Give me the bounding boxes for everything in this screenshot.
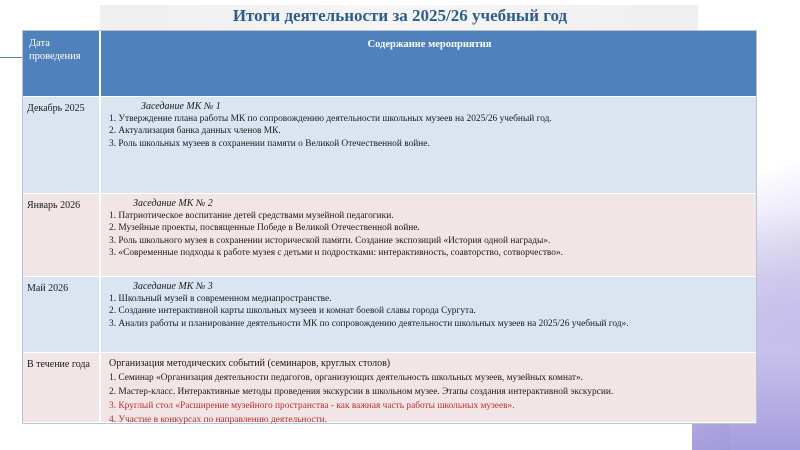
table-row xyxy=(23,277,756,353)
row-content xyxy=(103,277,756,352)
agenda-item-highlighted: 4. Участие в конкурсах по направлению деятельности. xyxy=(109,415,327,425)
table-row xyxy=(23,97,756,194)
agenda-item: 1. Утверждение плана работы МК по сопровождению деятельности школьных музеев на 2025/26 учебный год. xyxy=(109,114,552,124)
agenda-item: 1. Школьный музей в современном медиапространстве. xyxy=(109,294,332,304)
section-title: Организация методических событий (семинаров, круглых столов) xyxy=(109,358,391,369)
row-date: Январь 2026 xyxy=(23,194,101,276)
agenda-item: 3. Роль школьных музеев в сохранении памяти о Великой Отечественной войне. xyxy=(109,138,430,149)
header-date: Дата проведения xyxy=(23,31,101,96)
row-date: В течение года xyxy=(23,353,101,422)
table-row xyxy=(23,194,756,277)
row-date: Май 2026 xyxy=(23,277,101,352)
agenda-item: 2. Актуализация банка данных членов МК. xyxy=(109,126,281,137)
page-title: Итоги деятельности за 2025/26 учебный год xyxy=(232,6,568,25)
agenda-item: 1. Патриотическое воспитание детей средствами музейной педагогики. xyxy=(109,211,394,221)
row-content xyxy=(103,97,756,193)
meeting-title: Заседание МК № 1 xyxy=(141,101,221,112)
row-date: Декабрь 2025 xyxy=(23,97,101,193)
agenda-item: 2. Музейные проекты, посвященные Победе в Великой Отечественной войне. xyxy=(109,223,420,234)
row-content xyxy=(103,194,756,276)
agenda-item: 3. Анализ работы и планирование деятельности МК по сопровождению деятельности школьных музеев на 2025/26 учебный год». xyxy=(109,318,629,329)
agenda-item: 2. Создание интерактивной карты школьных музеев и комнат боевой славы города Сургута. xyxy=(109,306,476,317)
table-header-row xyxy=(23,31,756,97)
header-content: Содержание мероприятия xyxy=(367,39,492,50)
agenda-item: 1. Семинар «Организация деятельности педагогов, организующих деятельность школьных музеев, музейных комнат». xyxy=(109,373,584,383)
meeting-title: Заседание МК № 3 xyxy=(133,281,213,292)
events-table xyxy=(22,30,757,424)
table-row xyxy=(23,353,756,423)
agenda-item-highlighted: 3. Круглый стол «Расширение музейного пространства - как важная часть работы школьных музеев». xyxy=(109,401,515,411)
meeting-title: Заседание МК № 2 xyxy=(133,198,213,209)
agenda-item: 3. Роль школьного музея в сохранении исторической памяти. Создание экспозиций «История одной награды». xyxy=(109,235,551,246)
agenda-item: 2. Мастер-класс. Интерактивные методы проведения экскурсии в школьном музее. Этапы создания интерактивной экскурсии. xyxy=(109,387,614,397)
row-content xyxy=(103,353,756,425)
agenda-item: 3. «Современные подходы к работе музея с детьми и подростками: интерактивность, соавторство, сотворчество». xyxy=(109,247,563,258)
